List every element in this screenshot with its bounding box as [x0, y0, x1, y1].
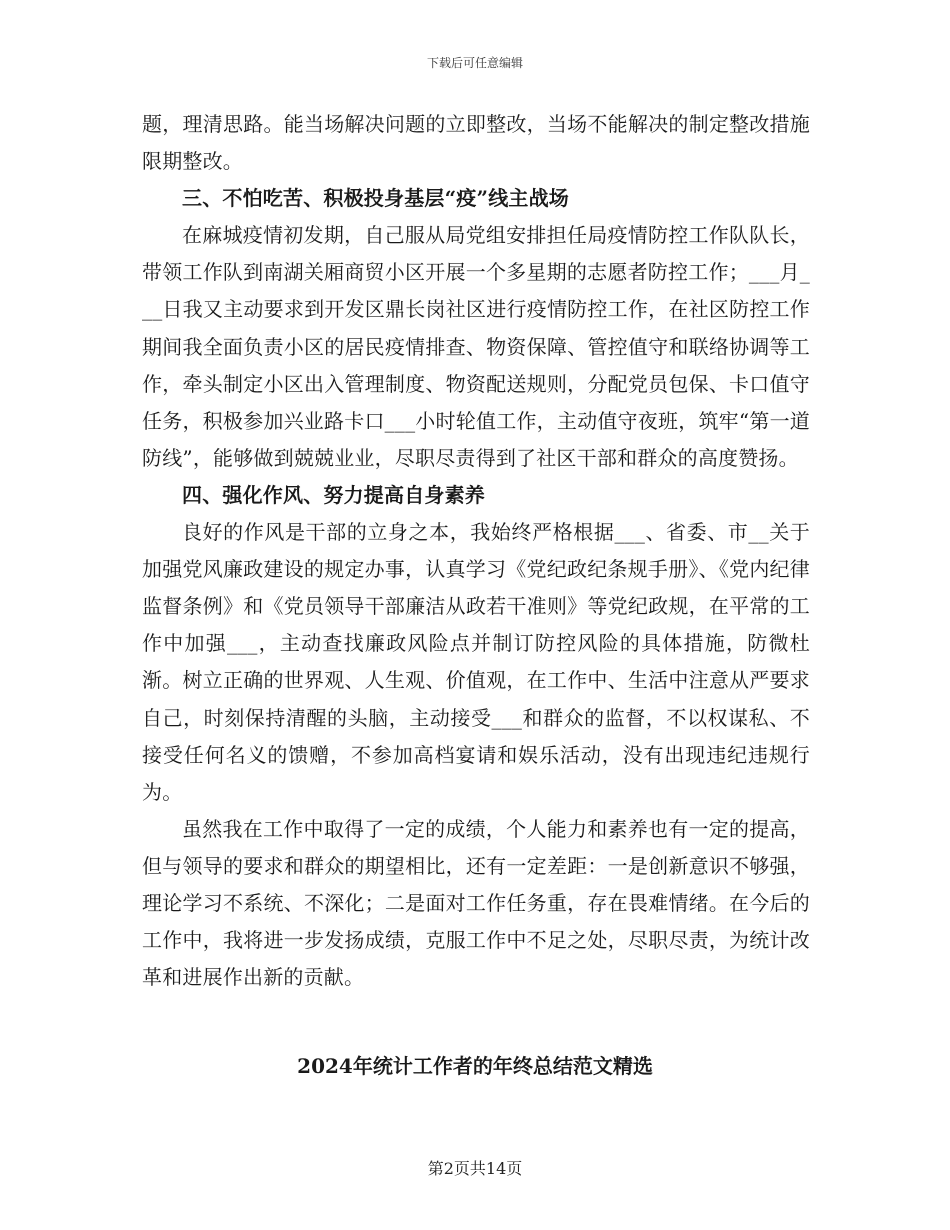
- paragraph-epidemic-work: 在麻城疫情初发期，自己服从局党组安排担任局疫情防控工作队队长，带领工作队到南湖关厢商贸小区开展一个多星期的志愿者防控工作；___月___日我又主动要求到开发区鼎长岗社区进行疫情防控工作，在社区防控工作期间我全面负责小区的居民疫情排查、物资保障、管控值守和联络协调等工作，牵头制定小区出入管理制度、物资配送规则，分配党员包保、卡口值守任务，积极参加兴业路卡口___小时轮值工作，主动值守夜班，筑牢“第一道防线”，能够做到兢兢业业，尽职尽责得到了社区干部和群众的高度赞扬。: [142, 223, 810, 470]
- paragraph-summary: 虽然我在工作中取得了一定的成绩，个人能力和素养也有一定的提高，但与领导的要求和群众的期望相比，还有一定差距：一是创新意识不够强，理论学习不系统、不深化；二是面对工作任务重，存在畏难情绪。在今后的工作中，我将进一步发扬成绩，克服工作中不足之处，尽职尽责，为统计改革和进展作出新的贡献。: [142, 816, 810, 990]
- page-number: 第2页共14页: [427, 1159, 523, 1178]
- paragraph-continuation: 题，理清思路。能当场解决问题的立即整改，当场不能解决的制定整改措施限期整改。: [142, 112, 810, 174]
- section-heading-4: 四、强化作风、努力提高自身素养: [182, 482, 485, 507]
- next-document-title: 2024年统计工作者的年终总结范文精选: [297, 1054, 653, 1078]
- document-body: [142, 106, 810, 996]
- page-header: 下载后可任意编辑: [426, 56, 523, 70]
- section-heading-3: 三、不怕吃苦、积极投身基层“疫”线主战场: [182, 186, 570, 211]
- paragraph-work-style: 良好的作风是干部的立身之本，我始终严格根据___、省委、市__关于加强党风廉政建设的规定办事，认真学习《党纪政纪条规手册》、《党内纪律监督条例》和《党员领导干部廉洁从政若干准则》等党纪政规，在平常的工作中加强___，主动查找廉政风险点并制订防控风险的具体措施，防微杜渐。树立正确的世界观、人生观、价值观，在工作中、生活中注意从严要求自己，时刻保持清醒的头脑，主动接受___和群众的监督，不以权谋私、不接受任何名义的馈赠，不参加高档宴请和娱乐活动，没有出现违纪违规行为。: [142, 520, 810, 804]
